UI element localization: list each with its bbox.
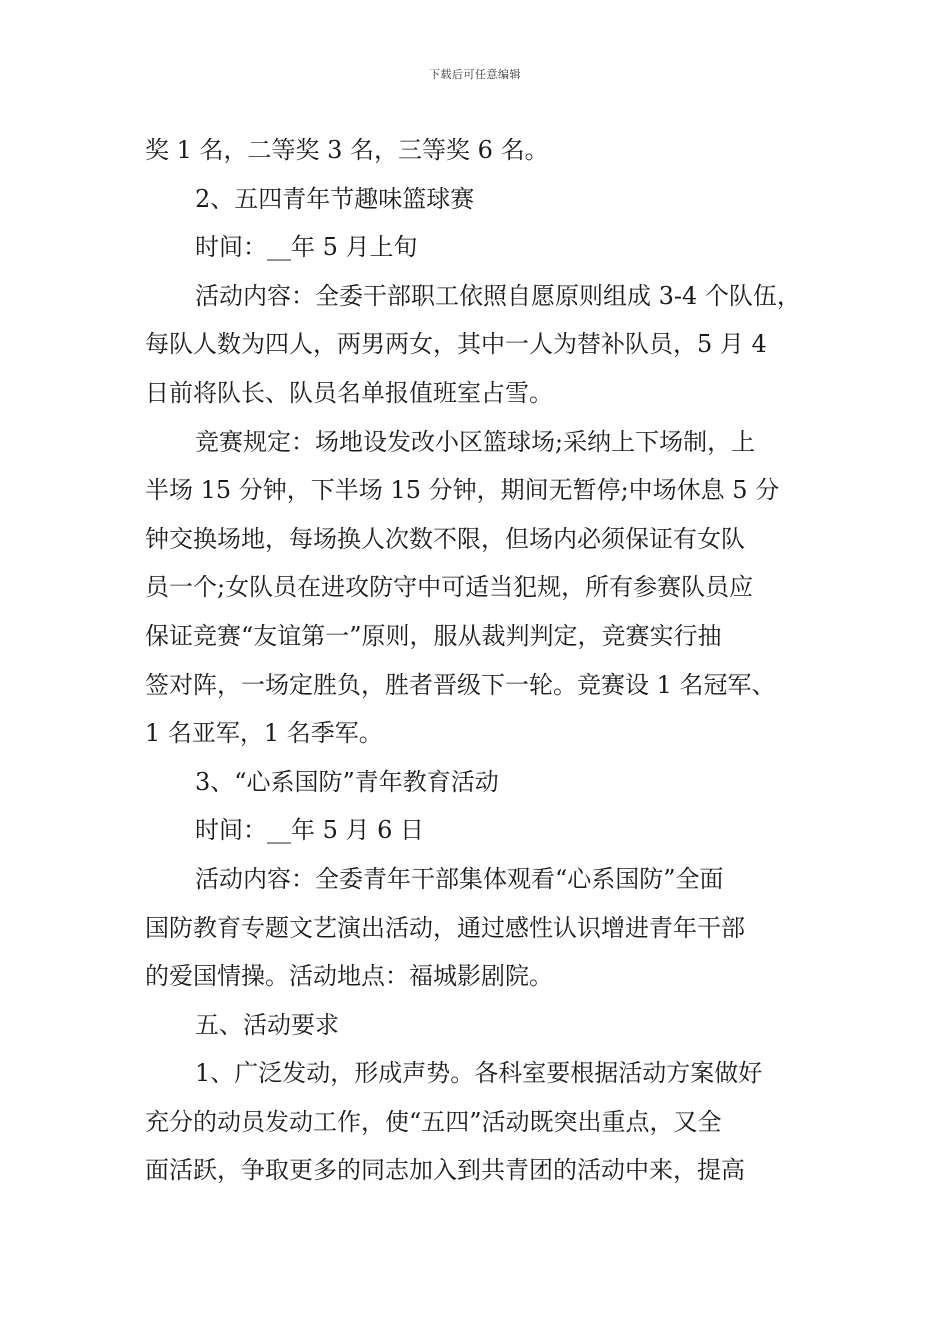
text-line: 竞赛规定：场地设发改小区篮球场;采纳上下场制，上	[195, 427, 756, 456]
text-line: 1 名亚军，1 名季军。	[145, 719, 383, 748]
text-line: 日前将队长、队员名单报值班室占雪。	[145, 378, 553, 407]
text-line: 2、五四青年节趣味篮球赛	[195, 184, 475, 213]
page-header-note: 下载后可任意编辑	[429, 68, 521, 81]
text-line: 半场 15 分钟，下半场 15 分钟，期间无暂停;中场休息 5 分	[145, 476, 780, 505]
text-line: 3、“心系国防”青年教育活动	[195, 767, 499, 796]
text-line: 的爱国情操。活动地点：福城影剧院。	[145, 962, 553, 991]
text-line: 活动内容：全委干部职工依照自愿原则组成 3-4 个队伍，	[195, 281, 801, 310]
text-line: 签对阵，一场定胜负，胜者晋级下一轮。竞赛设 1 名冠军、	[145, 670, 776, 699]
document-body	[145, 126, 815, 1195]
text-line: 1、广泛发动，形成声势。各科室要根据活动方案做好	[195, 1059, 763, 1088]
text-line: 员一个;女队员在进攻防守中可适当犯规，所有参赛队员应	[145, 573, 754, 602]
text-line: 钟交换场地，每场换人次数不限，但场内必须保证有女队	[145, 524, 745, 553]
text-line: 充分的动员发动工作，使“五四”活动既突出重点，又全	[145, 1107, 722, 1136]
text-line: 面活跃，争取更多的同志加入到共青团的活动中来，提高	[145, 1156, 745, 1185]
text-line: 每队人数为四人，两男两女，其中一人为替补队员，5 月 4	[145, 330, 767, 359]
text-line: 国防教育专题文艺演出活动，通过感性认识增进青年干部	[145, 913, 745, 942]
text-line: 五、活动要求	[195, 1010, 339, 1039]
text-line: 时间：__年 5 月 6 日	[195, 816, 425, 845]
text-line: 奖 1 名，二等奖 3 名，三等奖 6 名。	[145, 136, 549, 164]
text-line: 时间：__年 5 月上旬	[195, 233, 418, 262]
text-line: 活动内容：全委青年干部集体观看“心系国防”全面	[195, 864, 724, 893]
text-line: 保证竞赛“友谊第一”原则，服从裁判判定，竞赛实行抽	[145, 621, 722, 650]
